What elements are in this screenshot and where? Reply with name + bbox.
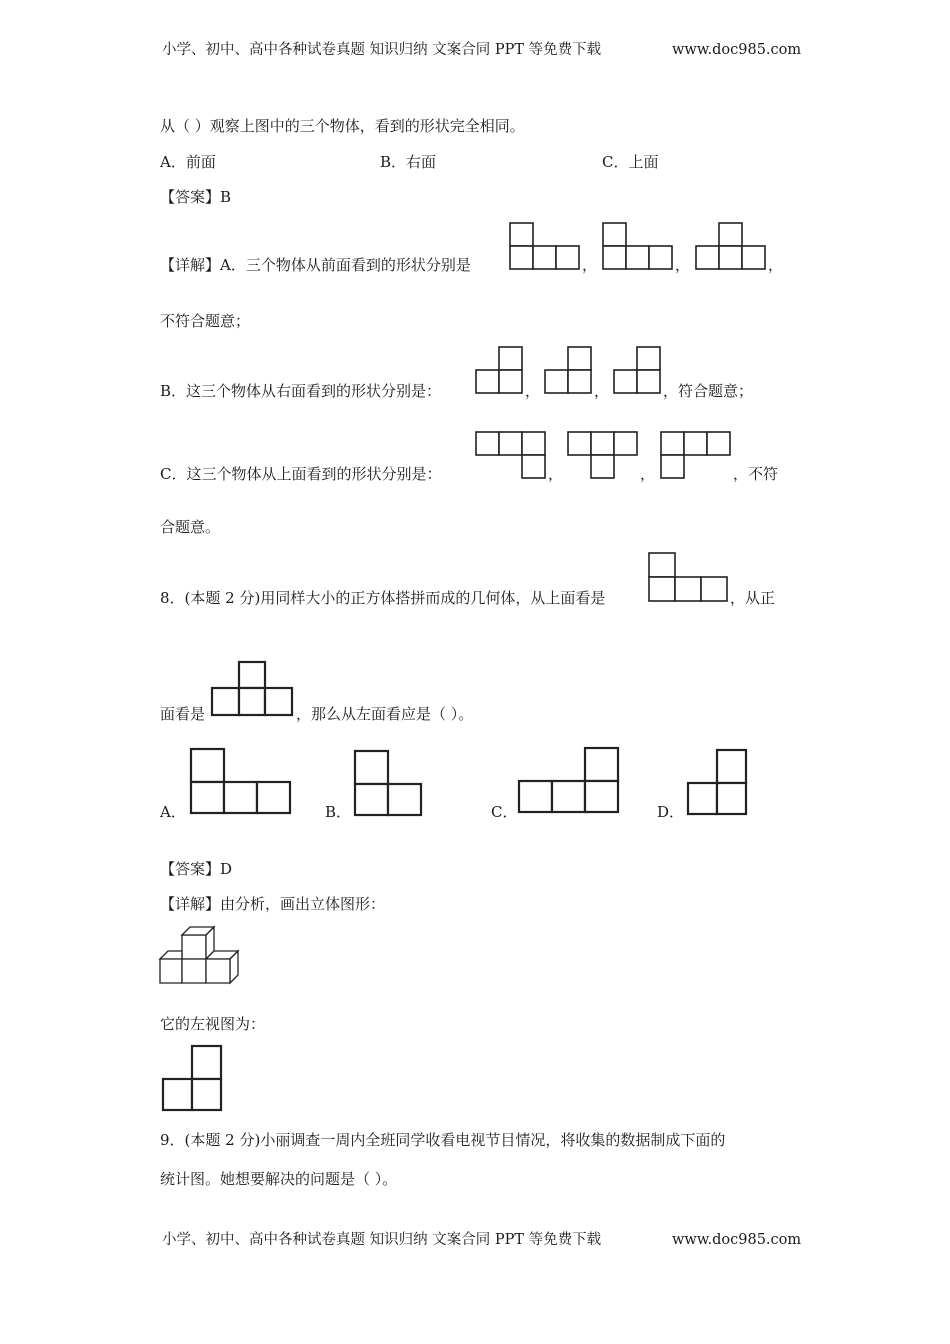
right-view-figure-1 — [475, 346, 524, 394]
q8-detail: 【详解】由分析，画出立体图形： — [160, 895, 386, 913]
comma: ， — [768, 256, 784, 274]
q7-detail-c-end: ，不符 — [733, 465, 779, 483]
q8-stem-line-1-end: ，从正 — [730, 589, 776, 607]
top-view-figure-3 — [660, 431, 732, 479]
header-url: www.doc985.com — [672, 42, 802, 58]
q8-stem-line-2: 面看是 — [160, 705, 206, 723]
footer-text: 小学、初中、高中各种试卷真题 知识归纳 文案合同 PPT 等免费下载 — [162, 1232, 602, 1248]
front-view-figure-1 — [509, 222, 581, 270]
q7-option-c: C．上面 — [602, 153, 659, 171]
q8-left-view-figure — [160, 1044, 224, 1112]
q7-detail-a: 【详解】A．三个物体从前面看到的形状分别是 — [160, 256, 471, 274]
q9-stem-line-1: 9．(本题 2 分)小丽调查一周内全班同学收看电视节目情况，将收集的数据制成下面的 — [160, 1131, 726, 1149]
q7-detail-a-end: 不符合题意； — [160, 312, 251, 330]
right-view-figure-2 — [544, 346, 593, 394]
comma: ， — [675, 256, 691, 274]
front-view-figure-2 — [602, 222, 674, 270]
q7-option-b: B．右面 — [380, 153, 437, 171]
q7-stem: 从（ ）观察上图中的三个物体，看到的形状完全相同。 — [160, 117, 525, 135]
q7-detail-b-end: ，符合题意； — [663, 382, 754, 400]
q9-stem-line-2: 统计图。她想要解决的问题是（ ）。 — [160, 1170, 398, 1188]
q8-top-view-figure — [648, 552, 728, 602]
q8-answer: 【答案】D — [160, 860, 233, 878]
right-view-figure-3 — [613, 346, 662, 394]
comma: ， — [640, 465, 656, 483]
comma: ， — [548, 465, 564, 483]
q8-option-d-label: D． — [657, 803, 685, 821]
q8-option-a-label: A． — [160, 803, 186, 821]
comma: ， — [582, 256, 598, 274]
footer-url: www.doc985.com — [672, 1232, 802, 1248]
q8-option-b-label: B． — [325, 803, 352, 821]
comma: ， — [594, 382, 610, 400]
top-view-figure-2 — [567, 431, 639, 479]
comma: ， — [525, 382, 541, 400]
q8-3d-cubes-figure — [158, 926, 242, 984]
header-text: 小学、初中、高中各种试卷真题 知识归纳 文案合同 PPT 等免费下载 — [162, 42, 602, 58]
q8-option-b-figure — [353, 749, 423, 817]
q8-option-d-figure — [686, 748, 750, 816]
q7-detail-c-end-2: 合题意。 — [160, 518, 221, 536]
q8-option-c-figure — [517, 746, 621, 814]
q8-front-view-figure — [210, 661, 294, 717]
q7-detail-b: B．这三个物体从右面看到的形状分别是： — [160, 382, 442, 400]
q7-answer: 【答案】B — [160, 188, 232, 206]
q8-option-a-figure — [189, 747, 293, 815]
q8-stem-line-2-end: ，那么从左面看应是（ ）。 — [296, 705, 474, 723]
q7-detail-c: C．这三个物体从上面看到的形状分别是： — [160, 465, 442, 483]
q8-option-c-label: C． — [491, 803, 518, 821]
top-view-figure-1 — [475, 431, 547, 479]
q8-left-view-text: 它的左视图为： — [160, 1015, 266, 1033]
q8-stem-line-1: 8．(本题 2 分)用同样大小的正方体搭拼而成的几何体，从上面看是 — [160, 589, 606, 607]
q7-option-a: A．前面 — [160, 153, 216, 171]
front-view-figure-3 — [695, 222, 767, 270]
